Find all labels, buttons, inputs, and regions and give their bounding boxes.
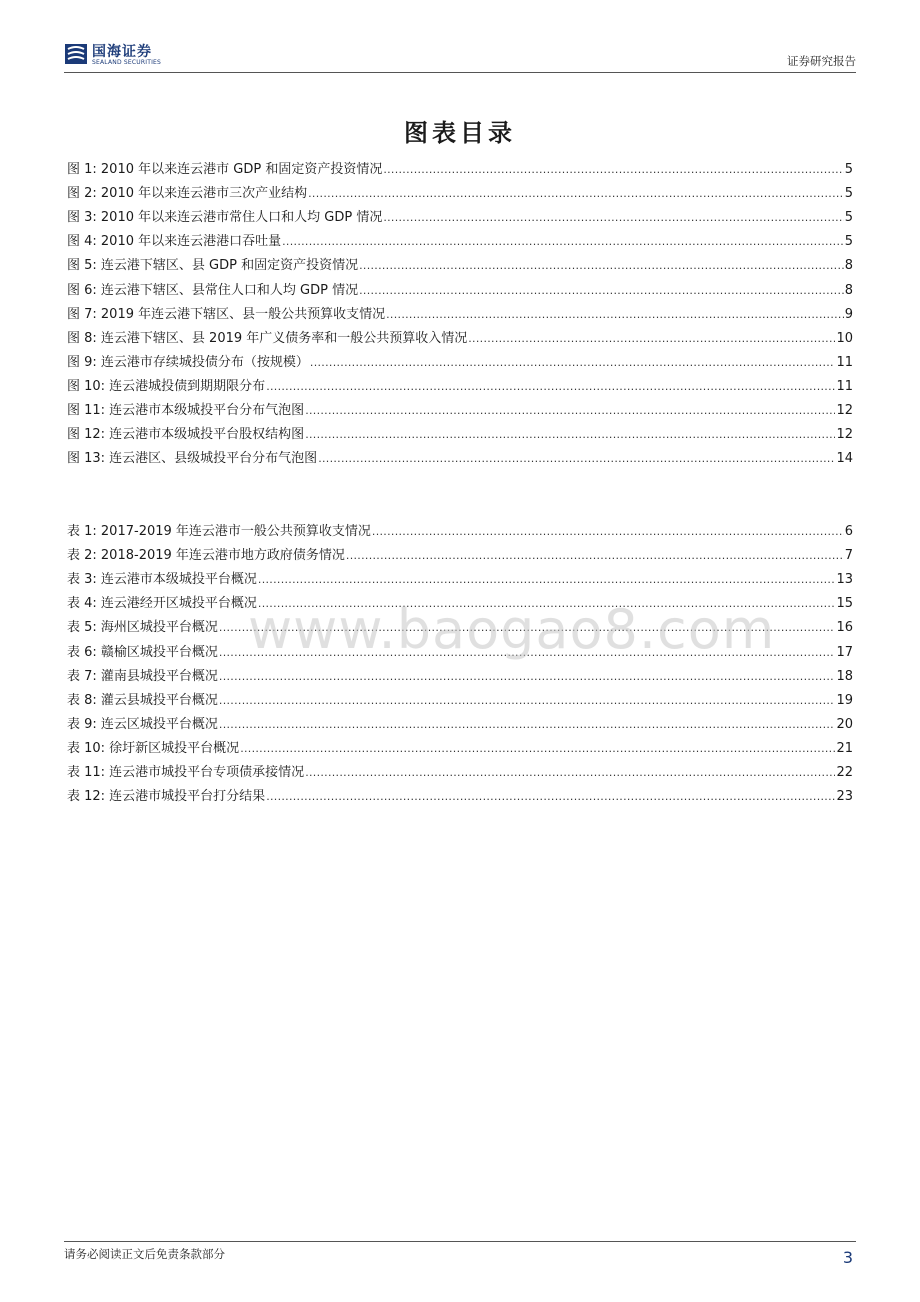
dot-leader [359,283,844,299]
dot-leader [266,379,835,395]
company-logo [64,42,184,72]
dot-leader [240,741,835,757]
dot-leader [383,162,843,178]
table-entry-page: 20 [836,716,853,732]
table-entry-label: 表 2: 2018-2019 年连云港市地方政府债务情况 [67,548,345,564]
dot-leader [219,717,836,733]
dot-leader [282,234,844,250]
table-entry-page: 16 [836,620,853,636]
figure-entry-page: 11 [836,354,853,370]
figure-entry-page: 5 [844,234,853,250]
dot-leader [305,765,835,781]
footer-divider [64,1241,856,1242]
dot-leader [266,789,835,805]
dot-leader [219,669,836,685]
figure-entry[interactable] [67,154,853,178]
figure-entry[interactable] [67,323,853,347]
page-title: 图表目录 [404,119,516,147]
table-entry-label: 表 9: 连云区城投平台概况 [67,716,218,732]
table-entry[interactable] [67,661,853,685]
table-entry-page: 6 [844,524,853,540]
table-entry-page: 15 [836,596,853,612]
dot-leader [219,693,836,709]
logo-english-name: SEALAND SECURITIES [92,59,162,66]
figure-entry-page: 14 [836,451,853,467]
sealand-logo-icon [64,42,88,66]
figure-entry[interactable] [67,347,853,371]
figure-entry-label: 图 5: 连云港下辖区、县 GDP 和固定资产投资情况 [67,258,359,274]
dot-leader [258,572,836,588]
dot-leader [310,355,836,371]
figure-entry-label: 图 12: 连云港市本级城投平台股权结构图 [67,427,305,443]
dot-leader [318,451,835,467]
table-entry-label: 表 11: 连云港市城投平台专项债承接情况 [67,765,305,781]
dot-leader [305,427,835,443]
table-entry-label: 表 7: 灌南县城投平台概况 [67,668,218,684]
table-entry-label: 表 3: 连云港市本级城投平台概况 [67,572,257,588]
figure-entry-page: 5 [844,210,853,226]
figure-entry-label: 图 13: 连云港区、县级城投平台分布气泡图 [67,451,318,467]
figure-entry-label: 图 2: 2010 年以来连云港市三次产业结构 [67,186,308,202]
figure-entry-page: 8 [844,282,853,298]
dot-leader [468,331,835,347]
figure-entry-page: 12 [836,427,853,443]
page-number: 3 [842,1248,853,1267]
table-entry-label: 表 1: 2017-2019 年连云港市一般公共预算收支情况 [67,524,371,540]
dot-leader [305,403,835,419]
figure-entry-label: 图 6: 连云港下辖区、县常住人口和人均 GDP 情况 [67,282,359,298]
table-entry-page: 19 [836,692,853,708]
figure-entry[interactable] [67,274,853,298]
figure-entry-page: 11 [836,378,853,394]
logo-chinese-name: 国海证券 [92,44,152,60]
figure-entry-label: 图 11: 连云港市本级城投平台分布气泡图 [67,403,305,419]
figure-entry-label: 图 8: 连云港下辖区、县 2019 年广义债务率和一般公共预算收入情况 [67,330,468,346]
dot-leader [372,524,844,540]
figure-entry-label: 图 9: 连云港市存续城投债分布（按规模） [67,354,309,370]
table-entry-page: 23 [836,789,853,805]
figure-list [67,154,853,467]
table-entry[interactable] [67,685,853,709]
figure-entry[interactable] [67,299,853,323]
figure-entry[interactable] [67,443,853,467]
footer-disclaimer: 请务必阅读正文后免责条款部分 [64,1247,225,1261]
dot-leader [383,210,843,226]
table-entry[interactable] [67,757,853,781]
figure-entry[interactable] [67,419,853,443]
table-entry[interactable] [67,781,853,805]
table-entry[interactable] [67,733,853,757]
figure-entry[interactable] [67,226,853,250]
table-entry[interactable] [67,564,853,588]
table-entry-page: 17 [836,644,853,660]
dot-leader [359,258,844,274]
figure-entry[interactable] [67,178,853,202]
table-entry-label: 表 4: 连云港经开区城投平台概况 [67,596,257,612]
table-entry[interactable] [67,709,853,733]
figure-entry[interactable] [67,250,853,274]
figure-entry-label: 图 10: 连云港城投债到期期限分布 [67,378,266,394]
report-type: 证券研究报告 [787,54,856,68]
figure-entry-page: 5 [844,162,853,178]
table-entry-page: 21 [836,740,853,756]
dot-leader [386,307,844,323]
figure-entry-page: 9 [844,306,853,322]
figure-entry-page: 12 [836,403,853,419]
figure-entry-label: 图 1: 2010 年以来连云港市 GDP 和固定资产投资情况 [67,162,383,178]
figure-entry[interactable] [67,395,853,419]
figure-entry-label: 图 4: 2010 年以来连云港港口吞吐量 [67,234,282,250]
page-header [64,38,856,70]
figure-entry-label: 图 3: 2010 年以来连云港市常住人口和人均 GDP 情况 [67,210,383,226]
table-entry-page: 7 [844,548,853,564]
table-entry-label: 表 12: 连云港市城投平台打分结果 [67,789,266,805]
figure-entry-page: 8 [844,258,853,274]
dot-leader [346,548,844,564]
table-entry-page: 18 [836,668,853,684]
figure-entry[interactable] [67,371,853,395]
figure-entry-page: 5 [844,186,853,202]
header-divider [64,72,856,73]
table-entry-label: 表 8: 灌云县城投平台概况 [67,692,218,708]
table-entry-label: 表 5: 海州区城投平台概况 [67,620,218,636]
table-entry-label: 表 6: 赣榆区城投平台概况 [67,644,218,660]
figure-entry-label: 图 7: 2019 年连云港下辖区、县一般公共预算收支情况 [67,306,386,322]
table-entry-label: 表 10: 徐圩新区城投平台概况 [67,740,240,756]
table-entry-page: 13 [836,572,853,588]
figure-entry-page: 10 [836,330,853,346]
figure-entry[interactable] [67,202,853,226]
watermark: www.baogao8.com [248,598,776,661]
table-entry[interactable] [67,516,853,540]
table-entry[interactable] [67,540,853,564]
dot-leader [308,186,844,202]
table-entry-page: 22 [836,765,853,781]
